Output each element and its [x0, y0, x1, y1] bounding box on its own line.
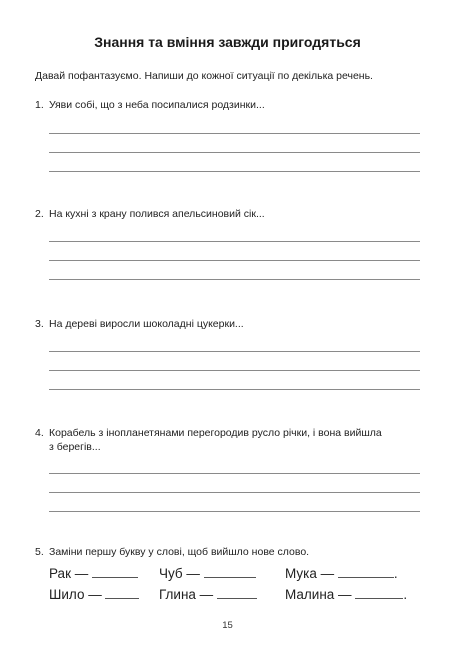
task-number: 2.: [35, 208, 44, 220]
task-number: 3.: [35, 318, 44, 330]
task-text: Уяви собі, що з неба посипалися родзинки...: [49, 99, 265, 111]
task-text: На дереві виросли шоколадні цукерки...: [49, 318, 244, 330]
task-1: [35, 98, 425, 112]
word-blank[interactable]: [204, 566, 256, 578]
task-2: [35, 207, 425, 221]
answer-line[interactable]: [49, 351, 420, 352]
answer-line[interactable]: [49, 260, 420, 261]
task-4: [35, 426, 425, 454]
answer-line[interactable]: [49, 370, 420, 371]
task-text: Корабель з інопланетянами перегородив русло річки, і вона вийшла: [49, 427, 382, 439]
intro-text: Давай пофантазуємо. Напиши до кожної ситуації по декілька речень.: [35, 70, 373, 82]
task-number: 1.: [35, 99, 44, 111]
word-blank[interactable]: [92, 566, 138, 578]
answer-line[interactable]: [49, 133, 420, 134]
task-5: [35, 545, 425, 559]
task-number: 4.: [35, 427, 44, 439]
answer-line[interactable]: [49, 171, 420, 172]
answer-lines-3[interactable]: [49, 351, 420, 408]
word-item: Рак —: [49, 566, 138, 581]
end-mark: .: [403, 587, 408, 602]
answer-line[interactable]: [49, 473, 420, 474]
word-item: Чуб —: [159, 566, 256, 581]
answer-lines-2[interactable]: [49, 241, 420, 298]
page-title: Знання та вміння завжди пригодяться: [94, 34, 361, 50]
task-text: На кухні з крану полився апельсиновий сік...: [49, 208, 265, 220]
answer-line[interactable]: [49, 511, 420, 512]
word-item: Глина —: [159, 587, 257, 602]
word-item: Малина — .: [285, 587, 408, 602]
end-mark: .: [393, 566, 398, 581]
word-blank[interactable]: [338, 566, 394, 578]
task-text: Заміни першу букву у слові, щоб вийшло нове слово.: [49, 546, 310, 558]
answer-line[interactable]: [49, 389, 420, 390]
answer-line[interactable]: [49, 241, 420, 242]
page-number: 15: [222, 620, 233, 631]
word-blank[interactable]: [355, 587, 403, 599]
answer-line[interactable]: [49, 152, 420, 153]
answer-lines-4[interactable]: [49, 473, 420, 530]
answer-line[interactable]: [49, 492, 420, 493]
answer-lines-1[interactable]: [49, 133, 420, 190]
answer-line[interactable]: [49, 279, 420, 280]
word-item: Шило —: [49, 587, 139, 602]
task-text-continued: з берегів...: [49, 441, 101, 453]
word-blank[interactable]: [105, 587, 139, 599]
word-item: Мука — .: [285, 566, 398, 581]
task-3: [35, 317, 425, 331]
task-number: 5.: [35, 546, 44, 558]
word-blank[interactable]: [217, 587, 257, 599]
